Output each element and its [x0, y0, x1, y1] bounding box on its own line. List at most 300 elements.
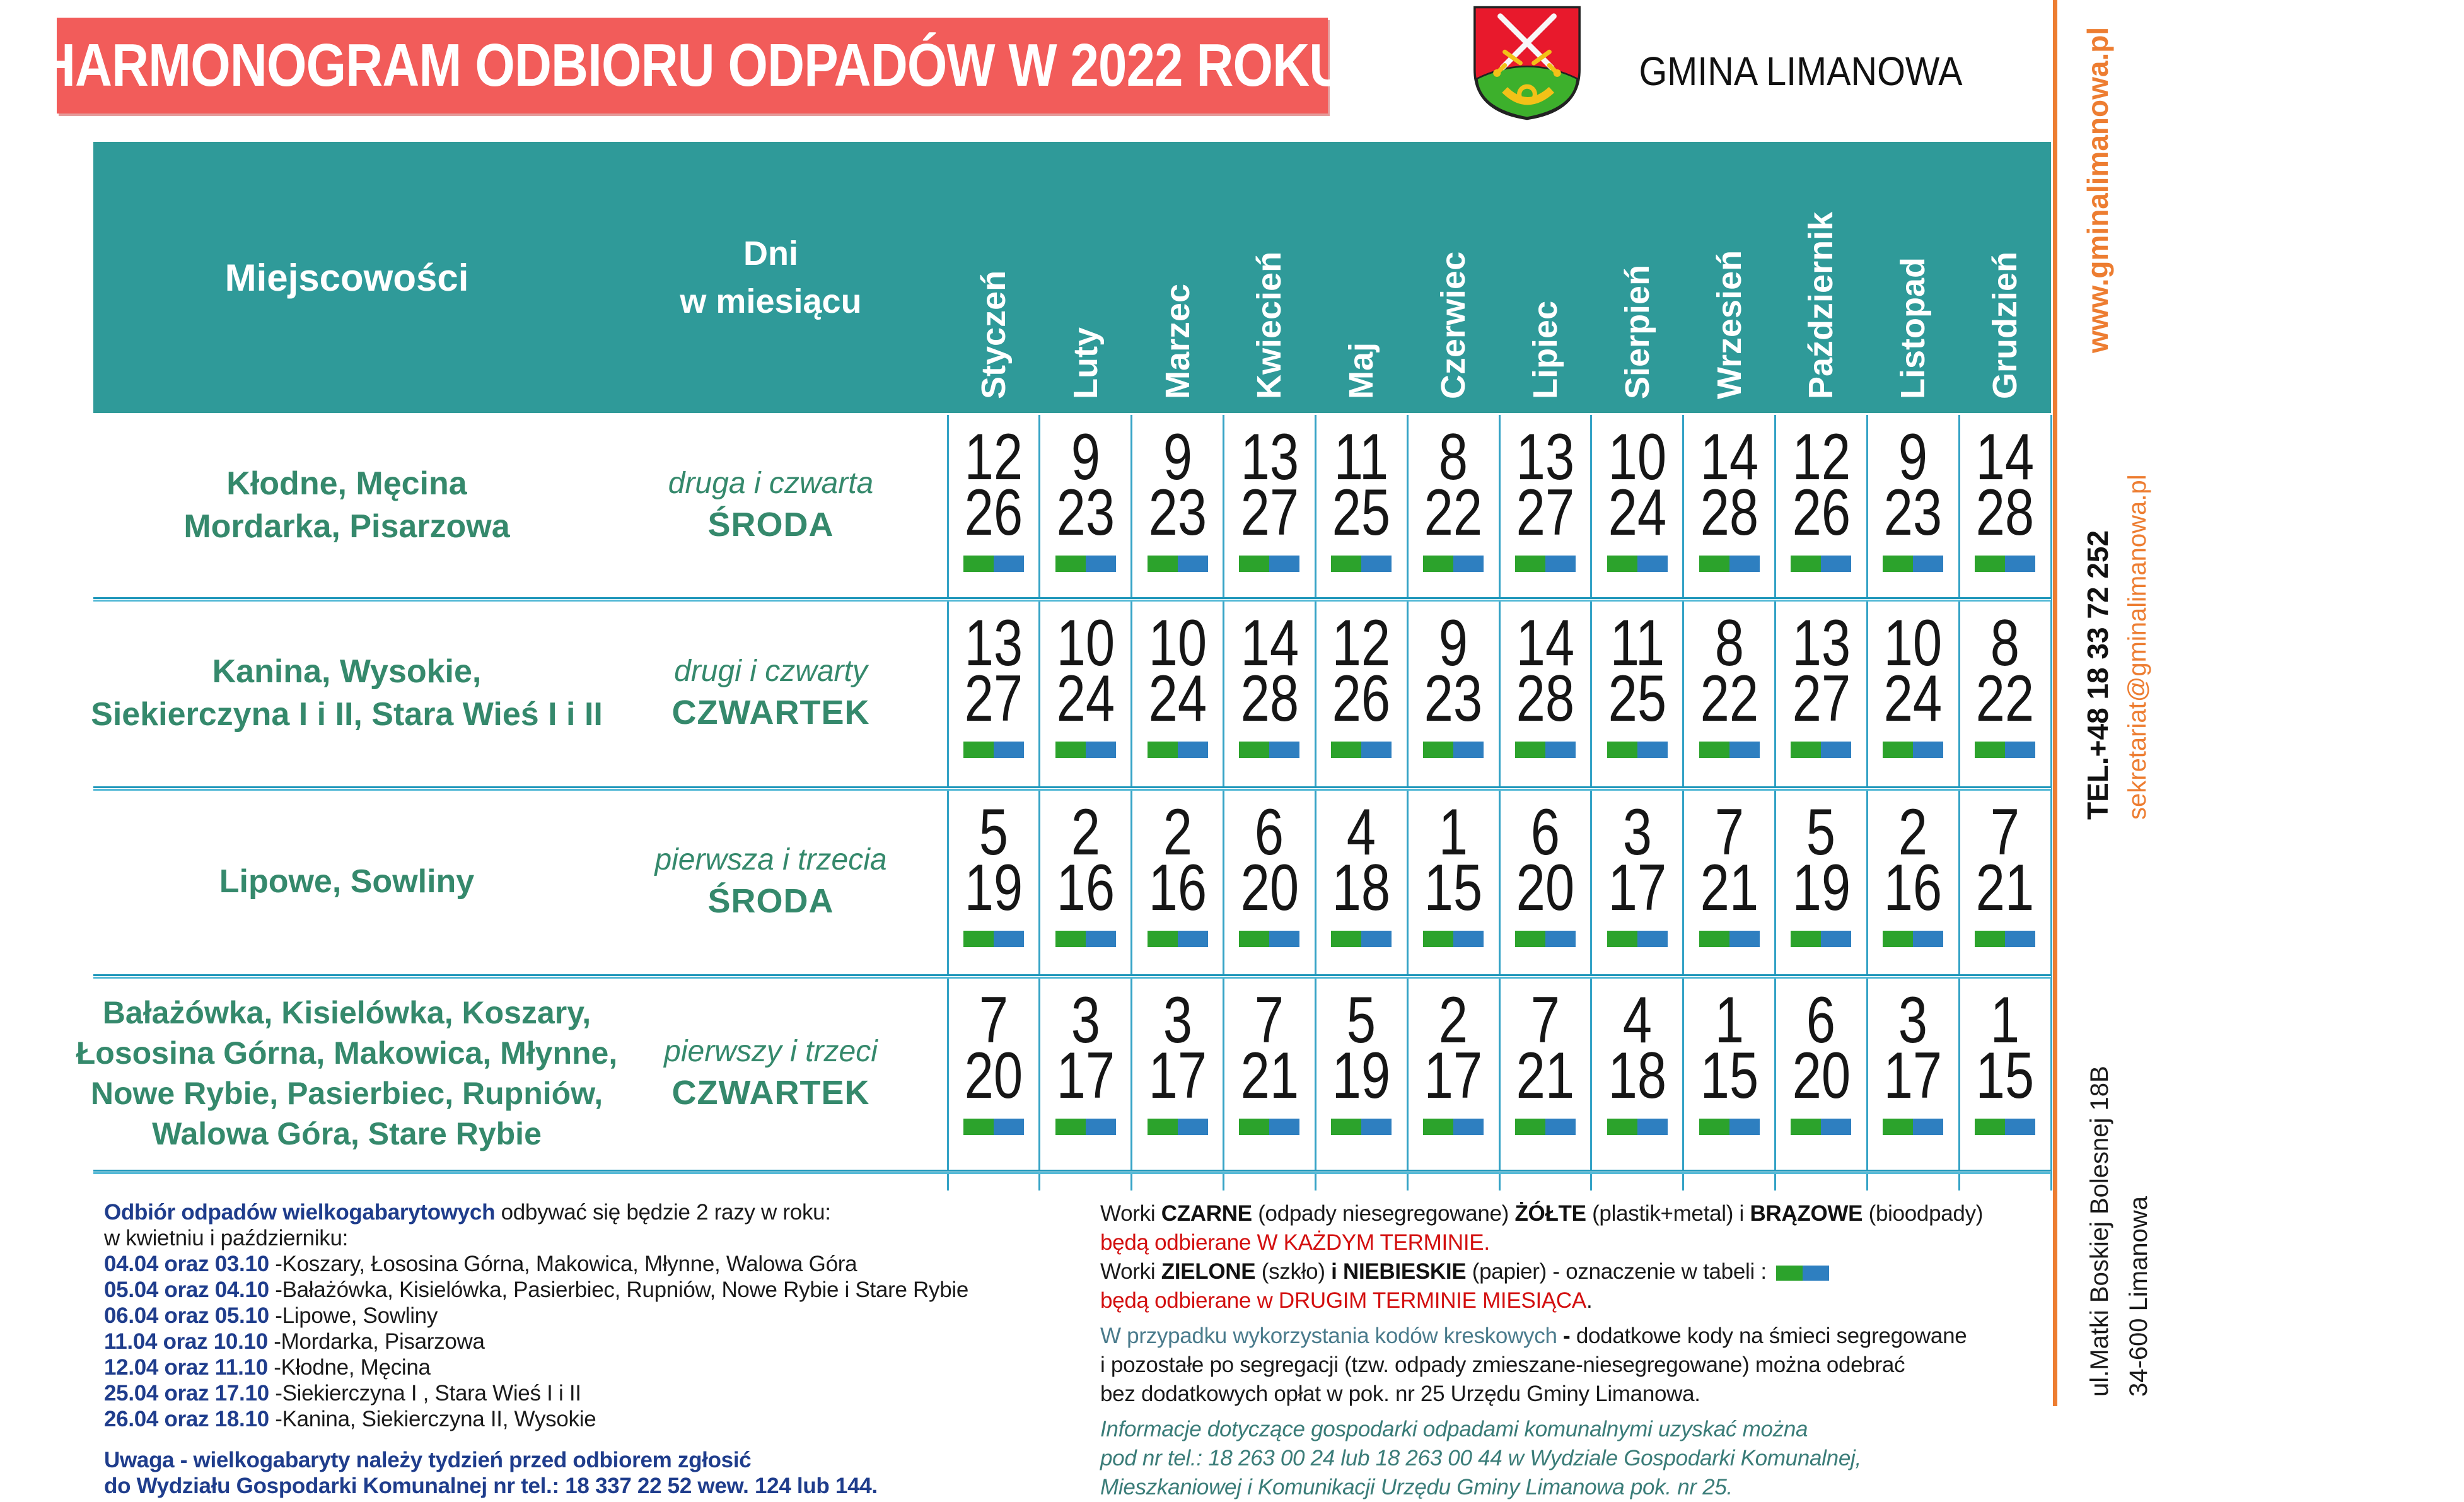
green-blue-bar-icon: [1331, 1119, 1392, 1135]
date-cell: [1315, 599, 1407, 786]
date-second: 17: [1056, 1039, 1115, 1112]
green-blue-bar-icon: [1791, 742, 1851, 758]
note-line: [1100, 1444, 2040, 1473]
green-blue-bar-icon: [1883, 931, 1943, 947]
date-second: 15: [1700, 1039, 1758, 1112]
green-blue-bar-icon: [963, 742, 1024, 758]
date-cell: [948, 413, 1040, 597]
date-first: 12: [1332, 607, 1391, 680]
date-cell: [1315, 788, 1407, 974]
month-header: Marzec: [1158, 283, 1197, 399]
postal-address-line2: 34-600 Limanowa: [2125, 1196, 2153, 1397]
note-segment: Worki: [1100, 1201, 1161, 1226]
month-header: Luty: [1066, 327, 1105, 399]
green-blue-bar-icon: [1515, 1119, 1576, 1135]
green-blue-bar-icon: [1975, 742, 2035, 758]
note-segment: 12.04 oraz 11.10: [104, 1355, 268, 1380]
green-blue-bar-icon: [1331, 556, 1392, 572]
date-first: 7: [979, 984, 1009, 1057]
month-header: Czerwiec: [1434, 251, 1473, 399]
note-line: [1100, 1286, 2040, 1315]
date-first: 6: [1806, 984, 1836, 1057]
date-second: 27: [1792, 662, 1851, 735]
date-cell: [1683, 976, 1775, 1170]
date-first: 2: [1071, 796, 1100, 869]
note-line: [1100, 1380, 2040, 1409]
date-cell: [1591, 413, 1683, 597]
green-blue-bar-icon: [1975, 556, 2035, 572]
locality-line: Łososina Górna, Makowica, Młynne,: [76, 1035, 618, 1071]
date-cell: [1959, 788, 2051, 974]
date-cell: [1959, 413, 2051, 597]
note-segment: Mieszkaniowej i Komunikacji Urzędu Gminy Limanowa pok. nr 25.: [1100, 1475, 1733, 1499]
green-blue-bar-icon: [1239, 931, 1299, 947]
date-cell: [1499, 788, 1591, 974]
collection-day-cell: [599, 599, 943, 786]
collection-day-cell: [599, 788, 943, 974]
date-first: 13: [1516, 421, 1575, 494]
date-cell: [1591, 976, 1683, 1170]
note-segment: -: [1557, 1324, 1576, 1348]
date-cell: [1132, 599, 1224, 786]
month-header: Styczeń: [974, 270, 1013, 399]
weekday-label: CZWARTEK: [671, 1073, 870, 1112]
green-blue-bar-icon: [1791, 556, 1851, 572]
date-cell: [1683, 788, 1775, 974]
date-second: 25: [1608, 662, 1667, 735]
note-segment: -Kanina, Siekierczyna II, Wysokie: [269, 1407, 596, 1431]
date-first: 13: [964, 607, 1023, 680]
green-blue-bar-icon: [1055, 556, 1116, 572]
date-second: 17: [1883, 1039, 1943, 1112]
note-line: [104, 1473, 1088, 1499]
date-cell: [1775, 413, 1868, 597]
date-second: 28: [1975, 476, 2035, 549]
note-line: [104, 1380, 1088, 1406]
green-blue-bar-icon: [1515, 556, 1576, 572]
green-blue-bar-icon: [1515, 742, 1576, 758]
locality-line: Nowe Rybie, Pasierbiec, Rupniów,: [90, 1075, 603, 1111]
date-second: 23: [1148, 476, 1207, 549]
green-blue-bar-icon: [963, 931, 1024, 947]
date-second: 27: [1240, 476, 1299, 549]
date-first: 4: [1347, 796, 1376, 869]
date-second: 15: [1975, 1039, 2035, 1112]
note-segment: ŻÓŁTE: [1514, 1201, 1586, 1226]
date-cell: [1224, 599, 1316, 786]
note-line: [104, 1303, 1088, 1329]
month-header: Lipiec: [1526, 300, 1564, 399]
date-first: 3: [1622, 796, 1652, 869]
date-second: 27: [1516, 476, 1575, 549]
date-second: 16: [1056, 851, 1115, 924]
month-header: Grudzień: [1986, 251, 2025, 399]
date-second: 18: [1608, 1039, 1667, 1112]
date-second: 23: [1056, 476, 1115, 549]
locality-line: Kanina, Wysokie,: [212, 653, 482, 690]
date-cell: [1040, 976, 1132, 1170]
date-second: 24: [1148, 662, 1207, 735]
frequency-label: druga i czwarta: [668, 467, 874, 500]
green-blue-bar-icon: [1699, 556, 1760, 572]
date-cell: [948, 788, 1040, 974]
vertical-divider-line: [2053, 0, 2057, 1406]
note-segment: będą odbierane w DRUGIM TERMINIE MIESIĄCA: [1100, 1288, 1586, 1313]
date-first: 2: [1898, 796, 1928, 869]
date-first: 1: [1438, 796, 1468, 869]
date-second: 17: [1148, 1039, 1207, 1112]
note-segment: dodatkowe kody na śmieci segregowane: [1576, 1324, 1967, 1348]
date-second: 28: [1240, 662, 1299, 735]
note-segment: ZIELONE: [1161, 1259, 1256, 1284]
date-cell: [1499, 413, 1591, 597]
note-segment: (odpady niesegregowane): [1252, 1201, 1515, 1226]
date-first: 12: [964, 421, 1023, 494]
green-blue-bar-icon: [1607, 1119, 1668, 1135]
date-second: 22: [1975, 662, 2035, 735]
date-second: 20: [1240, 851, 1299, 924]
collection-day-cell: [599, 976, 943, 1170]
date-first: 11: [1610, 607, 1665, 680]
bags-info-notes: [1100, 1199, 2040, 1502]
weekday-label: CZWARTEK: [671, 693, 870, 731]
locality-line: Kłodne, Męcina: [226, 465, 467, 502]
note-segment: 25.04 oraz 17.10: [104, 1381, 269, 1406]
date-first: 3: [1163, 984, 1192, 1057]
month-header: Wrzesień: [1710, 250, 1748, 399]
green-blue-bar-icon: [1423, 742, 1484, 758]
date-cell: [1959, 599, 2051, 786]
date-cell: [1775, 599, 1868, 786]
email-address: sekretariat@gminalimanowa.pl: [2124, 474, 2151, 820]
note-line: [104, 1354, 1088, 1380]
date-cell: [1315, 413, 1407, 597]
green-blue-bar-icon: [1607, 742, 1668, 758]
date-first: 6: [1255, 796, 1284, 869]
date-cell: [1407, 413, 1499, 597]
date-cell: [1959, 976, 2051, 1170]
note-line: [1100, 1228, 2040, 1257]
note-segment: Worki: [1100, 1259, 1161, 1284]
date-cell: [1224, 413, 1316, 597]
note-line: [104, 1277, 1088, 1303]
date-second: 20: [964, 1039, 1023, 1112]
date-first: 9: [1163, 421, 1192, 494]
date-first: 10: [1608, 421, 1667, 494]
date-cell: [1132, 976, 1224, 1170]
date-first: 5: [1347, 984, 1376, 1057]
date-cell: [1591, 788, 1683, 974]
date-cell: [1315, 976, 1407, 1170]
locality-cell: [76, 976, 618, 1170]
weekday-label: ŚRODA: [707, 506, 834, 544]
org-name: GMINA LIMANOWA: [1639, 49, 1963, 94]
green-blue-bar-icon: [1883, 556, 1943, 572]
column-header-days-line2: w miesiącu: [680, 282, 862, 320]
date-first: 8: [1990, 607, 2020, 680]
frequency-label: pierwsza i trzecia: [654, 842, 887, 876]
postal-address-line1: ul.Matki Boskiej Bolesnej 18B: [2086, 1066, 2113, 1397]
note-line: [1100, 1322, 2040, 1351]
locality-line: Bałażówka, Kisielówka, Koszary,: [102, 994, 591, 1030]
phone-number: TEL.+48 18 33 72 252: [2081, 530, 2114, 820]
date-second: 22: [1424, 476, 1483, 549]
note-segment: CZARNE: [1161, 1201, 1252, 1226]
date-first: 5: [1806, 796, 1836, 869]
green-blue-bar-icon: [1607, 556, 1668, 572]
locality-line: Walowa Góra, Stare Rybie: [152, 1115, 542, 1151]
green-blue-bar-icon: [1883, 742, 1943, 758]
note-segment: w kwietniu i październiku:: [104, 1226, 349, 1250]
date-second: 26: [1792, 476, 1851, 549]
month-header: Listopad: [1894, 257, 1932, 399]
date-second: 21: [1700, 851, 1758, 924]
green-blue-bar-icon: [1423, 931, 1484, 947]
date-second: 20: [1792, 1039, 1851, 1112]
date-first: 10: [1056, 607, 1115, 680]
date-second: 19: [1792, 851, 1851, 924]
date-cell: [1407, 599, 1499, 786]
green-blue-bar-icon: [1791, 1119, 1851, 1135]
date-second: 20: [1516, 851, 1575, 924]
green-blue-bar-icon: [1148, 931, 1208, 947]
note-line: [1100, 1415, 2040, 1444]
date-first: 9: [1071, 421, 1100, 494]
column-header-localities: Miejscowości: [224, 256, 469, 299]
date-first: 2: [1438, 984, 1468, 1057]
green-blue-bar-icon: [1331, 931, 1392, 947]
note-segment: (szkło): [1255, 1259, 1332, 1284]
date-cell: [1132, 788, 1224, 974]
note-segment: -Koszary, Łososina Górna, Makowica, Młynne, Walowa Góra: [269, 1252, 857, 1276]
note-segment: 26.04 oraz 18.10: [104, 1407, 269, 1431]
note-segment: 04.04 oraz 03.10: [104, 1252, 269, 1276]
date-cell: [1407, 788, 1499, 974]
date-first: 10: [1148, 607, 1207, 680]
month-header: Październik: [1802, 211, 1840, 399]
note-segment: 11.04 oraz 10.10: [104, 1329, 268, 1354]
note-segment: (papier) - oznaczenie w tabeli :: [1466, 1259, 1773, 1284]
green-blue-bar-icon: [1699, 931, 1760, 947]
date-cell: [1683, 413, 1775, 597]
green-blue-bar-icon: [1699, 742, 1760, 758]
date-second: 28: [1516, 662, 1575, 735]
date-second: 23: [1424, 662, 1483, 735]
date-first: 14: [1975, 421, 2035, 494]
date-first: 3: [1071, 984, 1100, 1057]
frequency-label: drugi i czwarty: [674, 654, 868, 688]
month-header: Maj: [1342, 342, 1381, 399]
green-blue-bar-icon: [1239, 556, 1299, 572]
date-first: 5: [979, 796, 1009, 869]
note-line: [1100, 1199, 2040, 1228]
note-segment: i pozostałe po segregacji (tzw. odpady zmieszane-niesegregowane) można odebrać: [1100, 1353, 1905, 1377]
date-second: 25: [1332, 476, 1391, 549]
date-second: 17: [1424, 1039, 1483, 1112]
date-first: 9: [1438, 607, 1468, 680]
green-blue-bar-icon: [963, 556, 1024, 572]
date-second: 26: [964, 476, 1023, 549]
green-blue-bar-icon: [1883, 1119, 1943, 1135]
month-header: Sierpień: [1618, 264, 1656, 399]
date-first: 3: [1898, 984, 1928, 1057]
date-cell: [1132, 413, 1224, 597]
date-first: 8: [1714, 607, 1744, 680]
date-first: 14: [1700, 421, 1758, 494]
website-link: www.gminalimanowa.pl: [2081, 26, 2114, 353]
date-second: 16: [1148, 851, 1207, 924]
date-second: 19: [964, 851, 1023, 924]
note-line: [104, 1199, 1088, 1225]
green-blue-bar-icon: [1975, 1119, 2035, 1135]
note-segment: -Siekierczyna I , Stara Wieś I i II: [269, 1381, 581, 1406]
month-header: Kwiecień: [1250, 251, 1289, 399]
green-blue-bar-icon: [1148, 1119, 1208, 1135]
note-line: [1100, 1473, 2040, 1502]
note-segment: i NIEBIESKIE: [1331, 1259, 1467, 1284]
date-cell: [1775, 788, 1868, 974]
note-segment: (plastik+metal) i: [1586, 1201, 1750, 1226]
date-first: 14: [1240, 607, 1299, 680]
locality-line: Siekierczyna I i II, Stara Wieś I i II: [91, 696, 603, 733]
date-second: 21: [1240, 1039, 1299, 1112]
date-cell: [1499, 599, 1591, 786]
date-first: 10: [1883, 607, 1943, 680]
note-segment: będą odbierane W KAŻDYM TERMINIE.: [1100, 1230, 1490, 1255]
date-cell: [948, 976, 1040, 1170]
date-second: 18: [1332, 851, 1391, 924]
green-blue-bar-icon: [963, 1119, 1024, 1135]
note-line: [104, 1447, 1088, 1473]
note-segment: 05.04 oraz 04.10: [104, 1278, 269, 1302]
date-cell: [1407, 976, 1499, 1170]
locality-cell: [91, 599, 603, 786]
note-segment: (bioodpady): [1863, 1201, 1984, 1226]
green-blue-bar-icon: [1607, 931, 1668, 947]
date-cell: [1775, 976, 1868, 1170]
note-segment: W przypadku wykorzystania kodów kreskowych: [1100, 1324, 1557, 1348]
note-spacer: [104, 1432, 1088, 1447]
zielone-niebieskie-bar-icon: [1776, 1266, 1829, 1281]
date-first: 1: [1714, 984, 1744, 1057]
date-first: 1: [1990, 984, 2020, 1057]
note-segment: Odbiór odpadów wielkogabarytowych: [104, 1200, 496, 1225]
note-line: [104, 1406, 1088, 1432]
gmina-limanowa-crest-logo: [1471, 5, 1583, 121]
locality-line: Mordarka, Pisarzowa: [183, 508, 510, 545]
locality-cell: [95, 413, 599, 597]
date-first: 13: [1792, 607, 1851, 680]
note-line: [104, 1251, 1088, 1277]
frequency-label: pierwszy i trzeci: [664, 1034, 878, 1068]
locality-line: Lipowe, Sowliny: [219, 863, 475, 900]
date-second: 24: [1608, 476, 1667, 549]
note-segment: -Mordarka, Pisarzowa: [267, 1329, 485, 1354]
date-second: 21: [1975, 851, 2035, 924]
row-divider: [93, 1170, 2051, 1175]
collection-day-cell: [599, 413, 943, 597]
date-second: 24: [1883, 662, 1943, 735]
date-first: 8: [1438, 421, 1468, 494]
note-line: [104, 1225, 1088, 1251]
date-first: 7: [1255, 984, 1284, 1057]
note-segment: Uwaga - wielkogabaryty należy tydzień przed odbiorem zgłosić: [104, 1448, 752, 1472]
date-first: 7: [1714, 796, 1744, 869]
date-first: 2: [1163, 796, 1192, 869]
note-line: [104, 1329, 1088, 1354]
green-blue-bar-icon: [1239, 1119, 1299, 1135]
column-header-days-line1: Dni: [743, 235, 798, 272]
green-blue-bar-icon: [1699, 1119, 1760, 1135]
date-cell: [1224, 788, 1316, 974]
date-cell: [1040, 413, 1132, 597]
date-cell: [1867, 788, 1959, 974]
date-first: 7: [1990, 796, 2020, 869]
green-blue-bar-icon: [1515, 931, 1576, 947]
date-cell: [1499, 976, 1591, 1170]
date-second: 19: [1332, 1039, 1391, 1112]
note-segment: -Lipowe, Sowliny: [269, 1303, 438, 1328]
page-title: [38, 18, 1346, 114]
note-segment: Informacje dotyczące gospodarki odpadami komunalnymi uzyskać można: [1100, 1417, 1808, 1441]
note-segment: -Bałażówka, Kisielówka, Pasierbiec, Rupniów, Nowe Rybie i Stare Rybie: [269, 1278, 969, 1302]
note-line: [1100, 1257, 2040, 1286]
note-segment: odbywać się będzie 2 razy w roku:: [495, 1200, 831, 1225]
date-second: 16: [1883, 851, 1943, 924]
green-blue-bar-icon: [1055, 1119, 1116, 1135]
green-blue-bar-icon: [1055, 931, 1116, 947]
date-second: 26: [1332, 662, 1391, 735]
date-first: 6: [1530, 796, 1560, 869]
date-first: 4: [1622, 984, 1652, 1057]
note-segment: BRĄZOWE: [1750, 1201, 1863, 1226]
date-second: 17: [1608, 851, 1667, 924]
date-first: 9: [1898, 421, 1928, 494]
note-segment: pod nr tel.: 18 263 00 24 lub 18 263 00 44 w Wydziale Gospodarki Komunalnej,: [1100, 1446, 1861, 1470]
date-cell: [1040, 599, 1132, 786]
date-second: 28: [1700, 476, 1758, 549]
date-first: 14: [1516, 607, 1575, 680]
green-blue-bar-icon: [1975, 931, 2035, 947]
green-blue-bar-icon: [1239, 742, 1299, 758]
date-second: 24: [1056, 662, 1115, 735]
green-blue-bar-icon: [1331, 742, 1392, 758]
weekday-label: ŚRODA: [707, 882, 834, 920]
bulky-waste-notes: [104, 1199, 1088, 1499]
green-blue-bar-icon: [1791, 931, 1851, 947]
date-first: 12: [1792, 421, 1851, 494]
date-cell: [1683, 599, 1775, 786]
green-blue-bar-icon: [1148, 742, 1208, 758]
green-blue-bar-icon: [1423, 1119, 1484, 1135]
date-second: 27: [964, 662, 1023, 735]
note-line: [1100, 1351, 2040, 1380]
note-segment: -Kłodne, Męcina: [267, 1355, 431, 1380]
date-cell: [948, 599, 1040, 786]
date-first: 11: [1334, 421, 1389, 494]
date-second: 23: [1883, 476, 1943, 549]
date-first: 7: [1530, 984, 1560, 1057]
date-cell: [1867, 413, 1959, 597]
locality-cell: [95, 788, 599, 974]
green-blue-bar-icon: [1148, 556, 1208, 572]
note-segment: 06.04 oraz 05.10: [104, 1303, 269, 1328]
note-segment: do Wydziału Gospodarki Komunalnej nr tel.: 18 337 22 52 wew. 124 lub 144.: [104, 1474, 878, 1498]
date-cell: [1040, 788, 1132, 974]
date-cell: [1591, 599, 1683, 786]
date-first: 13: [1240, 421, 1299, 494]
column-header-days: [599, 142, 943, 413]
